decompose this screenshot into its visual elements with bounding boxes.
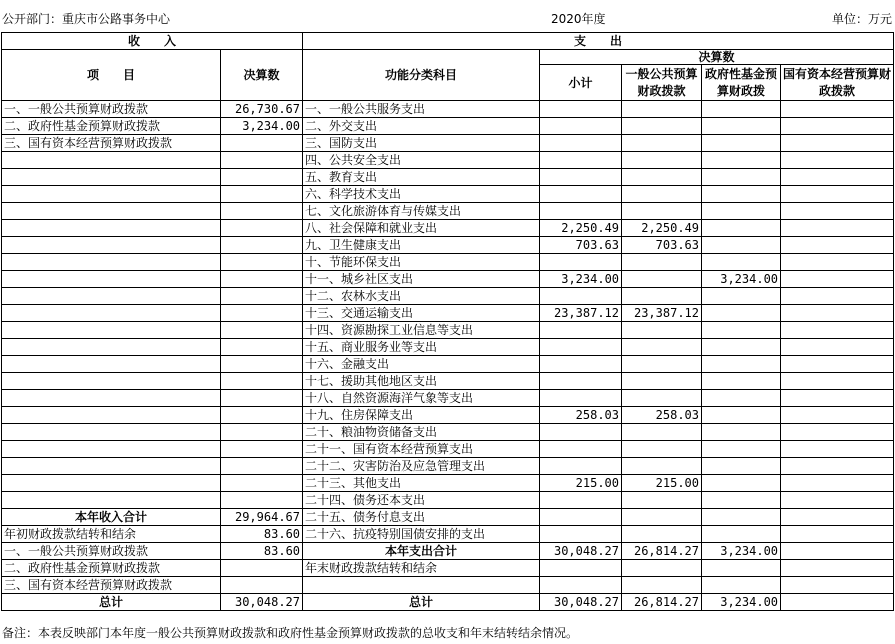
income-amount: [221, 492, 303, 509]
income-amount: [221, 288, 303, 305]
income-total-amount: 29,964.67: [221, 509, 303, 526]
income-amount: [221, 305, 303, 322]
subtotal-cell: [540, 390, 622, 407]
state-capital-cell: [781, 458, 894, 475]
state-capital-cell: [781, 526, 894, 543]
amount-column-header: 决算数: [221, 50, 303, 101]
function-item: 七、文化旅游体育与传媒支出: [303, 203, 540, 220]
function-item: 二十四、债务还本支出: [303, 492, 540, 509]
state-capital-cell: [781, 560, 894, 577]
fund-budget-cell: [702, 356, 781, 373]
subtotal-cell: 215.00: [540, 475, 622, 492]
state-capital-cell: [781, 271, 894, 288]
function-item: 一、一般公共服务支出: [303, 101, 540, 118]
income-item: [2, 373, 221, 390]
fund-budget-cell: [702, 526, 781, 543]
general-budget-cell: [622, 152, 702, 169]
income-amount: [221, 135, 303, 152]
general-budget-cell: [622, 101, 702, 118]
general-budget-cell: [622, 169, 702, 186]
state-capital-cell: [781, 101, 894, 118]
function-column-header: 功能分类科目: [303, 50, 540, 101]
table-row: [2, 203, 894, 220]
function-item: 十四、资源勘探工业信息等支出: [303, 322, 540, 339]
income-amount: [221, 356, 303, 373]
income-amount: [221, 220, 303, 237]
income-item: [2, 186, 221, 203]
state-capital-cell: [781, 220, 894, 237]
unit-label: 单位：万元: [831, 12, 892, 26]
income-item: [2, 237, 221, 254]
general-budget-cell: [622, 458, 702, 475]
general-budget-cell: [622, 441, 702, 458]
general-budget-cell: [622, 118, 702, 135]
state-capital-cell: [781, 152, 894, 169]
subtotal-cell: [540, 186, 622, 203]
state-capital-cell: [781, 305, 894, 322]
function-item: 二十三、其他支出: [303, 475, 540, 492]
subtotal-cell: [540, 339, 622, 356]
fund-budget-cell: [702, 118, 781, 135]
state-capital-cell: [781, 186, 894, 203]
carryover-fund: 二、政府性基金预算财政拨款: [2, 560, 221, 577]
fund-budget-cell: 3,234.00: [702, 271, 781, 288]
income-item: [2, 322, 221, 339]
state-capital-cell: [781, 492, 894, 509]
table-row: [2, 135, 894, 152]
income-item: [2, 492, 221, 509]
fund-budget-cell: [702, 373, 781, 390]
function-item: 十七、援助其他地区支出: [303, 373, 540, 390]
general-budget-cell: [622, 203, 702, 220]
fund-budget-cell: [702, 237, 781, 254]
carryover-general-amount: 83.60: [221, 543, 303, 560]
state-capital-cell: [781, 203, 894, 220]
income-amount: [221, 339, 303, 356]
fund-budget-cell: [702, 424, 781, 441]
footnote: 备注：本表反映部门本年度一般公共预算财政拨款和政府性基金预算财政拨款的总收支和年末结转结余情况。: [2, 626, 579, 640]
subtotal-cell: 3,234.00: [540, 271, 622, 288]
general-budget-cell: [622, 271, 702, 288]
income-item: [2, 424, 221, 441]
table-row: [2, 152, 894, 169]
subtotal-cell: [540, 373, 622, 390]
income-total-label: 本年收入合计: [2, 509, 221, 526]
subtotal-cell: 703.63: [540, 237, 622, 254]
table-row: [2, 543, 894, 560]
state-capital-cell: [781, 254, 894, 271]
table-row: [2, 560, 894, 577]
state-capital-cell: [781, 441, 894, 458]
fund-budget-cell: [702, 407, 781, 424]
state-capital-cell: [781, 475, 894, 492]
fund-budget-cell: [702, 339, 781, 356]
income-amount: [221, 373, 303, 390]
subtotal-cell: [540, 492, 622, 509]
income-item: [2, 390, 221, 407]
income-amount: 3,234.00: [221, 118, 303, 135]
expense-total-label: 本年支出合计: [303, 543, 540, 560]
grand-total-fund: 3,234.00: [702, 594, 781, 611]
state-capital-column-header: 国有资本经营预算财政拨款: [781, 65, 894, 101]
table-row: [2, 526, 894, 543]
subtotal-cell: [540, 101, 622, 118]
fund-budget-cell: [702, 203, 781, 220]
subtotal-cell: [540, 509, 622, 526]
expense-total-subtotal: 30,048.27: [540, 543, 622, 560]
general-budget-cell: [622, 356, 702, 373]
subtotal-cell: [540, 577, 622, 594]
income-amount: [221, 271, 303, 288]
general-budget-cell: [622, 254, 702, 271]
income-amount: [221, 169, 303, 186]
item-column-header: 项 目: [2, 50, 221, 101]
function-item: 十五、商业服务业等支出: [303, 339, 540, 356]
subtotal-cell: 2,250.49: [540, 220, 622, 237]
carryover-label: 年初财政拨款结转和结余: [2, 526, 221, 543]
fund-budget-cell: [702, 305, 781, 322]
state-capital-cell: [781, 237, 894, 254]
function-item: 十一、城乡社区支出: [303, 271, 540, 288]
fund-budget-cell: [702, 135, 781, 152]
fund-budget-cell: [702, 458, 781, 475]
grand-total-label-right: 总计: [303, 594, 540, 611]
general-budget-cell: [622, 322, 702, 339]
general-budget-cell: 215.00: [622, 475, 702, 492]
function-item: 十三、交通运输支出: [303, 305, 540, 322]
function-item: 二、外交支出: [303, 118, 540, 135]
general-budget-cell: [622, 186, 702, 203]
income-amount: [221, 407, 303, 424]
expense-group-header: 支 出: [303, 33, 894, 50]
subtotal-cell: [540, 254, 622, 271]
function-item: 四、公共安全支出: [303, 152, 540, 169]
general-budget-cell: 23,387.12: [622, 305, 702, 322]
general-budget-cell: [622, 390, 702, 407]
function-item: 二十六、抗疫特别国债安排的支出: [303, 526, 540, 543]
income-item: [2, 458, 221, 475]
income-item: 二、政府性基金预算财政拨款: [2, 118, 221, 135]
subtotal-cell: [540, 458, 622, 475]
income-amount: [221, 441, 303, 458]
state-capital-cell: [781, 169, 894, 186]
income-amount: [221, 458, 303, 475]
table-row: [2, 169, 894, 186]
general-budget-cell: [622, 135, 702, 152]
subtotal-cell: [540, 152, 622, 169]
fund-budget-cell: [702, 101, 781, 118]
function-item: [303, 577, 540, 594]
grand-total-subtotal: 30,048.27: [540, 594, 622, 611]
fund-budget-cell: [702, 441, 781, 458]
expense-total-general: 26,814.27: [622, 543, 702, 560]
subtotal-cell: [540, 526, 622, 543]
subtotal-cell: [540, 135, 622, 152]
general-budget-cell: [622, 560, 702, 577]
income-item: [2, 339, 221, 356]
general-budget-cell: [622, 492, 702, 509]
state-capital-cell: [781, 509, 894, 526]
table-row: [2, 339, 894, 356]
function-item: 十六、金融支出: [303, 356, 540, 373]
table-row: [2, 441, 894, 458]
income-item: [2, 441, 221, 458]
income-item: [2, 220, 221, 237]
function-item: 十二、农林水支出: [303, 288, 540, 305]
grand-total-label-left: 总计: [2, 594, 221, 611]
fund-budget-cell: [702, 390, 781, 407]
state-capital-cell: [781, 288, 894, 305]
function-item: 二十五、债务付息支出: [303, 509, 540, 526]
state-capital-cell: [781, 356, 894, 373]
function-item: 三、国防支出: [303, 135, 540, 152]
subtotal-cell: [540, 203, 622, 220]
function-item: 十八、自然资源海洋气象等支出: [303, 390, 540, 407]
fund-budget-cell: [702, 152, 781, 169]
income-item: [2, 356, 221, 373]
report-header: [0, 0, 895, 32]
income-item: [2, 169, 221, 186]
grand-total-amount-left: 30,048.27: [221, 594, 303, 611]
state-capital-cell: [781, 373, 894, 390]
department-label: 公开部门：重庆市公路事务中心: [2, 12, 171, 26]
subtotal-column-header: 小计: [540, 65, 622, 101]
table-row: [2, 424, 894, 441]
table-row: [2, 237, 894, 254]
subtotal-cell: [540, 441, 622, 458]
income-item: [2, 254, 221, 271]
income-group-header: 收 入: [2, 33, 303, 50]
general-budget-cell: [622, 526, 702, 543]
table-row: [2, 118, 894, 135]
income-item: 三、国有资本经营预算财政拨款: [2, 135, 221, 152]
table-row: [2, 492, 894, 509]
state-capital-cell: [781, 407, 894, 424]
grand-total-general: 26,814.27: [622, 594, 702, 611]
fund-budget-cell: [702, 577, 781, 594]
fund-budget-cell: [702, 169, 781, 186]
general-budget-cell: 258.03: [622, 407, 702, 424]
income-amount: [221, 475, 303, 492]
table-row: [2, 254, 894, 271]
carryover-state-amount: [221, 577, 303, 594]
report-year: 2020年度: [551, 12, 606, 26]
fund-budget-cell: [702, 509, 781, 526]
state-capital-cell: [781, 339, 894, 356]
fund-budget-column-header: 政府性基金预算财政拨: [702, 65, 781, 101]
subtotal-cell: [540, 356, 622, 373]
income-item: [2, 152, 221, 169]
table-row: [2, 288, 894, 305]
subtotal-cell: [540, 169, 622, 186]
general-budget-column-header: 一般公共预算财政拨款: [622, 65, 702, 101]
income-item: [2, 288, 221, 305]
income-item: [2, 305, 221, 322]
function-item: 二十、粮油物资储备支出: [303, 424, 540, 441]
carryover-state: 三、国有资本经营预算财政拨款: [2, 577, 221, 594]
table-row: [2, 356, 894, 373]
state-capital-cell: [781, 135, 894, 152]
income-amount: [221, 390, 303, 407]
general-budget-cell: 703.63: [622, 237, 702, 254]
budget-table: [1, 32, 894, 611]
grand-total-state: [781, 594, 894, 611]
general-budget-cell: [622, 577, 702, 594]
table-row: [2, 220, 894, 237]
table-row: [2, 271, 894, 288]
table-row: [2, 407, 894, 424]
table-row: [2, 373, 894, 390]
general-budget-cell: [622, 339, 702, 356]
income-amount: [221, 237, 303, 254]
income-amount: [221, 254, 303, 271]
income-amount: [221, 424, 303, 441]
table-row: [2, 305, 894, 322]
subtotal-cell: [540, 424, 622, 441]
income-amount: [221, 186, 303, 203]
fund-budget-cell: [702, 475, 781, 492]
fund-budget-cell: [702, 492, 781, 509]
function-item: 二十一、国有资本经营预算支出: [303, 441, 540, 458]
function-item: 十九、住房保障支出: [303, 407, 540, 424]
state-capital-cell: [781, 390, 894, 407]
state-capital-cell: [781, 118, 894, 135]
table-row: [2, 577, 894, 594]
table-row: [2, 475, 894, 492]
function-item: 五、教育支出: [303, 169, 540, 186]
expense-total-state: [781, 543, 894, 560]
function-item: 六、科学技术支出: [303, 186, 540, 203]
function-item: 二十二、灾害防治及应急管理支出: [303, 458, 540, 475]
income-item: [2, 271, 221, 288]
fund-budget-cell: [702, 220, 781, 237]
income-amount: [221, 322, 303, 339]
subtotal-cell: [540, 118, 622, 135]
carryover-fund-amount: [221, 560, 303, 577]
carryover-general: 一、一般公共预算财政拨款: [2, 543, 221, 560]
carryover-amount: 83.60: [221, 526, 303, 543]
fund-budget-cell: [702, 254, 781, 271]
table-row: [2, 186, 894, 203]
state-capital-cell: [781, 424, 894, 441]
income-amount: [221, 203, 303, 220]
final-column-header: 决算数: [540, 50, 894, 65]
table-row: [2, 390, 894, 407]
subtotal-cell: 258.03: [540, 407, 622, 424]
function-item: 九、卫生健康支出: [303, 237, 540, 254]
general-budget-cell: [622, 509, 702, 526]
general-budget-cell: [622, 373, 702, 390]
table-row: [2, 322, 894, 339]
general-budget-cell: [622, 424, 702, 441]
general-budget-cell: [622, 288, 702, 305]
fund-budget-cell: [702, 288, 781, 305]
state-capital-cell: [781, 577, 894, 594]
income-amount: 26,730.67: [221, 101, 303, 118]
function-item: 八、社会保障和就业支出: [303, 220, 540, 237]
subtotal-cell: 23,387.12: [540, 305, 622, 322]
income-amount: [221, 152, 303, 169]
income-item: [2, 407, 221, 424]
table-row: [2, 594, 894, 611]
income-item: [2, 475, 221, 492]
function-item: 十、节能环保支出: [303, 254, 540, 271]
fund-budget-cell: [702, 322, 781, 339]
subtotal-cell: [540, 288, 622, 305]
subtotal-cell: [540, 322, 622, 339]
year-end-label: 年末财政拨款结转和结余: [303, 560, 540, 577]
income-item: 一、一般公共预算财政拨款: [2, 101, 221, 118]
fund-budget-cell: [702, 186, 781, 203]
table-row: [2, 101, 894, 118]
subtotal-cell: [540, 560, 622, 577]
state-capital-cell: [781, 322, 894, 339]
fund-budget-cell: [702, 560, 781, 577]
general-budget-cell: 2,250.49: [622, 220, 702, 237]
table-row: [2, 509, 894, 526]
expense-total-fund: 3,234.00: [702, 543, 781, 560]
income-item: [2, 203, 221, 220]
table-row: [2, 458, 894, 475]
